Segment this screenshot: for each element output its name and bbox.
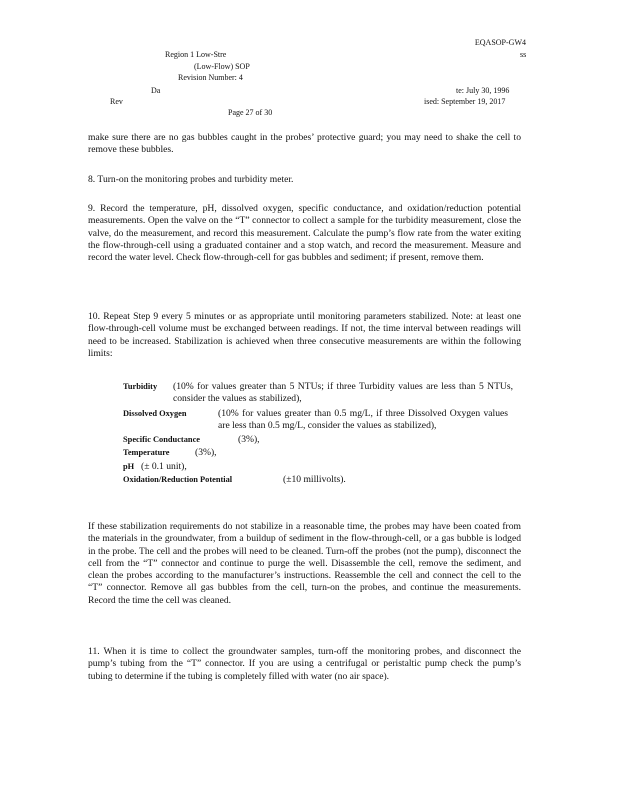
limit-desc: (± 0.1 unit), <box>141 460 187 472</box>
step-11 <box>88 646 521 683</box>
header-title-right: ss <box>520 50 527 59</box>
limit-desc: (10% for values greater than 5 NTUs; if three Turbidity values are less than 5 NTUs, consider the values as stabilized), <box>173 381 513 405</box>
limit-oxidation-reduction <box>123 474 523 486</box>
limit-specific-conductance <box>123 434 523 446</box>
header-subtitle: (Low-Flow) SOP <box>194 62 250 71</box>
header-revised-right: ised: September 19, 2017 <box>424 97 506 106</box>
limit-term: Specific Conductance <box>123 435 200 445</box>
limit-turbidity <box>123 381 523 406</box>
intro-paragraph <box>88 132 521 157</box>
limit-term: Turbidity <box>123 382 158 391</box>
limit-term: Oxidation/Reduction Potential <box>123 475 233 485</box>
stabilization-paragraph <box>88 521 521 607</box>
header-revised-left: Rev <box>110 97 123 106</box>
limit-desc: (3%), <box>238 434 260 446</box>
step-9 <box>88 203 521 264</box>
intro-text: make sure there are no gas bubbles caught in the probes’ protective guard; you may need to shake the cell to remove these bubbles. <box>88 132 521 156</box>
limit-dissolved-oxygen <box>123 408 523 433</box>
step-8 <box>88 174 521 186</box>
limit-desc: (3%), <box>195 447 217 459</box>
step-11-text: 11. When it is time to collect the groundwater samples, turn-off the monitoring probes, and disconnect the pump’s tubing from the “T” connector. If you are using a centrifugal or peristaltic pump check the pump’s tubing to determine if the tubing is completely filled with water (no air space). <box>88 646 521 682</box>
limit-desc: (±10 millivolts). <box>283 474 346 486</box>
limit-term: Temperature <box>123 448 170 458</box>
step-10-text: 10. Repeat Step 9 every 5 minutes or as appropriate until monitoring parameters stabilized. Note: at least one flow-through-cell volume must be exchanged between readings. If not, the time interval between readings will need to be increased. Stabilization is achieved when three consecutive measurements are within the following limits: <box>88 311 521 359</box>
limit-desc: (10% for values greater than 0.5 mg/L, if three Dissolved Oxygen values are less than 0.5 mg/L, consider the values as stabilized), <box>218 407 508 431</box>
header-revision: Revision Number: 4 <box>178 73 243 82</box>
step-10 <box>88 311 521 360</box>
step-8-text: 8. Turn-on the monitoring probes and turbidity meter. <box>88 174 294 185</box>
document-id: EQASOP-GW4 <box>474 38 526 47</box>
limit-ph <box>123 461 523 473</box>
limit-temperature <box>123 447 523 459</box>
stabilization-text: If these stabilization requirements do not stabilize in a reasonable time, the probes may have been coated from the materials in the groundwater, from a buildup of sediment in the flow-through-cell, or a gas bubble is lodged in the probe. The cell and the probes will need to be cleaned. Turn-off the probes (not the pump), disconnect the cell from the “T” connector and continue to purge the well. Disassemble the cell, remove the sediment, and clean the probes according to the manufacturer’s instructions. Reassemble the cell and connect the cell to the “T” connector. Remove all gas bubbles from the cell, turn-on the probes, and continue the measurements. Record the time the cell was cleaned. <box>88 521 521 606</box>
page-number: Page 27 of 30 <box>228 108 273 117</box>
limit-term: pH <box>123 461 135 471</box>
header-title-left: Region 1 Low-Stre <box>165 50 227 59</box>
stabilization-limits <box>123 381 523 486</box>
header-date-left: Da <box>151 86 161 95</box>
step-9-text: 9. Record the temperature, pH, dissolved oxygen, specific conductance, and oxidation/reduction potential measurements. Open the valve on the “T” connector to collect a sample for the turbidity measurement, close the valve, do the measurement, and record this measurement. Calculate the pump’s flow rate from the water exiting the flow-through-cell using a graduated container and a stop watch, and record the measurement. Measure and record the water level. Check flow-through-cell for gas bubbles and sediment; if present, remove them. <box>88 203 521 264</box>
header-date-right: te: July 30, 1996 <box>456 86 510 95</box>
limit-term: Dissolved Oxygen <box>123 408 187 418</box>
